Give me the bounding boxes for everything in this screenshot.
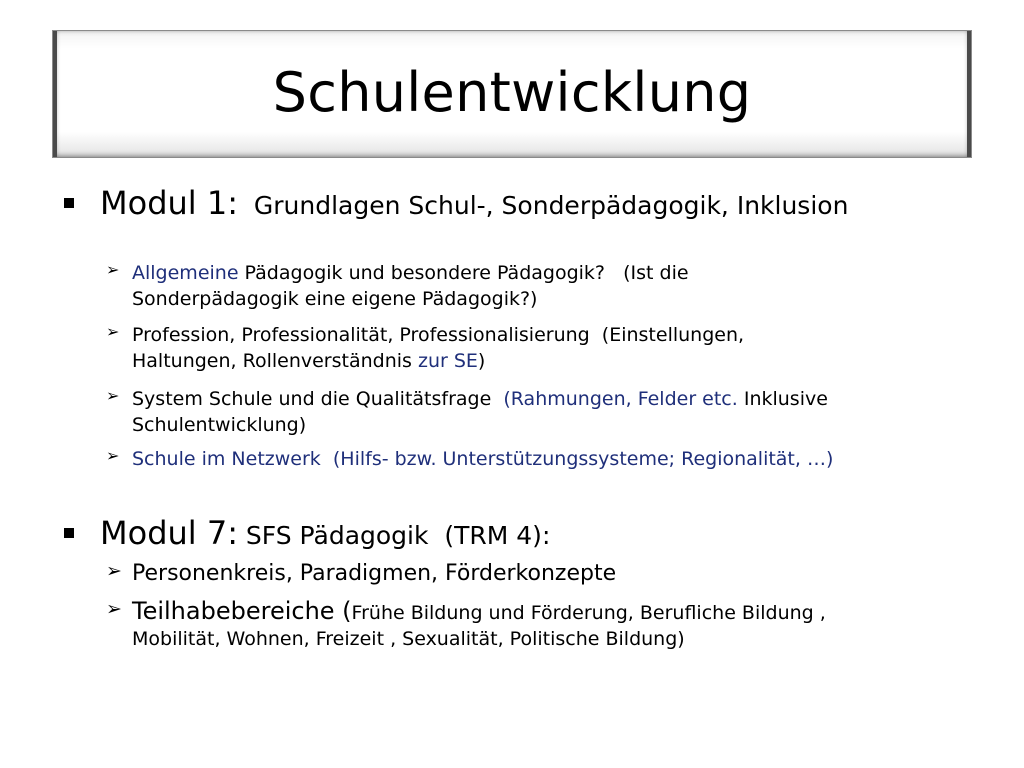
module-7-subtitle: SFS Pädagogik (TRM 4): — [237, 521, 551, 550]
arrow-bullet-icon: ➢ — [106, 260, 120, 279]
arrow-bullet-icon: ➢ — [106, 322, 120, 341]
text-run: zur SE — [417, 350, 478, 372]
square-bullet-icon — [64, 528, 74, 538]
text-run: Frühe Bildung und Förderung, Berufliche Bildung , Mobilität, Wohnen, Freizeit , Sexualität, Politische Bildung) — [132, 602, 826, 650]
text-run: Inklusive Schulentwicklung) — [132, 388, 828, 436]
text-run: Teilhabebereiche ( — [132, 597, 352, 625]
arrow-bullet-icon: ➢ — [106, 560, 122, 582]
module-7-item-2 — [106, 598, 986, 652]
module-7-label: Modul 7: — [100, 514, 238, 552]
module-1-subtitle: Grundlagen Schul-, Sonderpädagogik, Inklusion — [237, 191, 849, 220]
text-run: Allgemeine — [132, 262, 239, 284]
module-1-item-4 — [106, 446, 986, 472]
item-text — [132, 560, 986, 588]
text-run: Profession, Professionalität, Professionalisierung (Einstellungen, Haltungen, Rollenverständnis — [132, 324, 745, 372]
square-bullet-icon — [64, 198, 74, 208]
item-text — [132, 260, 986, 312]
text-run: System Schule und die Qualitätsfrage — [132, 388, 504, 410]
module-1-item-3 — [106, 386, 986, 438]
arrow-bullet-icon: ➢ — [106, 598, 122, 620]
text-run: ) — [477, 350, 486, 372]
item-text — [132, 322, 986, 374]
text-run: Pädagogik und besondere Pädagogik? (Ist die Sonderpädagogik eine eigene Pädagogik?) — [132, 262, 689, 310]
text-run: Schule im Netzwerk (Hilfs- bzw. Unterstützungssysteme; Regionalität, …) — [132, 448, 834, 470]
module-1-label: Modul 1: — [100, 184, 238, 222]
arrow-bullet-icon: ➢ — [106, 386, 120, 405]
slide-title: Schulentwicklung — [272, 60, 752, 124]
item-text — [132, 598, 986, 652]
module-7-item-1 — [106, 560, 986, 588]
module-1-item-2 — [106, 322, 986, 374]
item-text — [132, 386, 986, 438]
module-1-heading — [64, 184, 848, 222]
text-run: (Rahmungen, Felder etc. — [503, 388, 738, 410]
text-run: Personenkreis, Paradigmen, Förderkonzepte — [132, 561, 617, 586]
module-1-item-1 — [106, 260, 986, 312]
module-7-heading — [64, 514, 550, 552]
item-text — [132, 446, 986, 472]
arrow-bullet-icon: ➢ — [106, 446, 120, 465]
